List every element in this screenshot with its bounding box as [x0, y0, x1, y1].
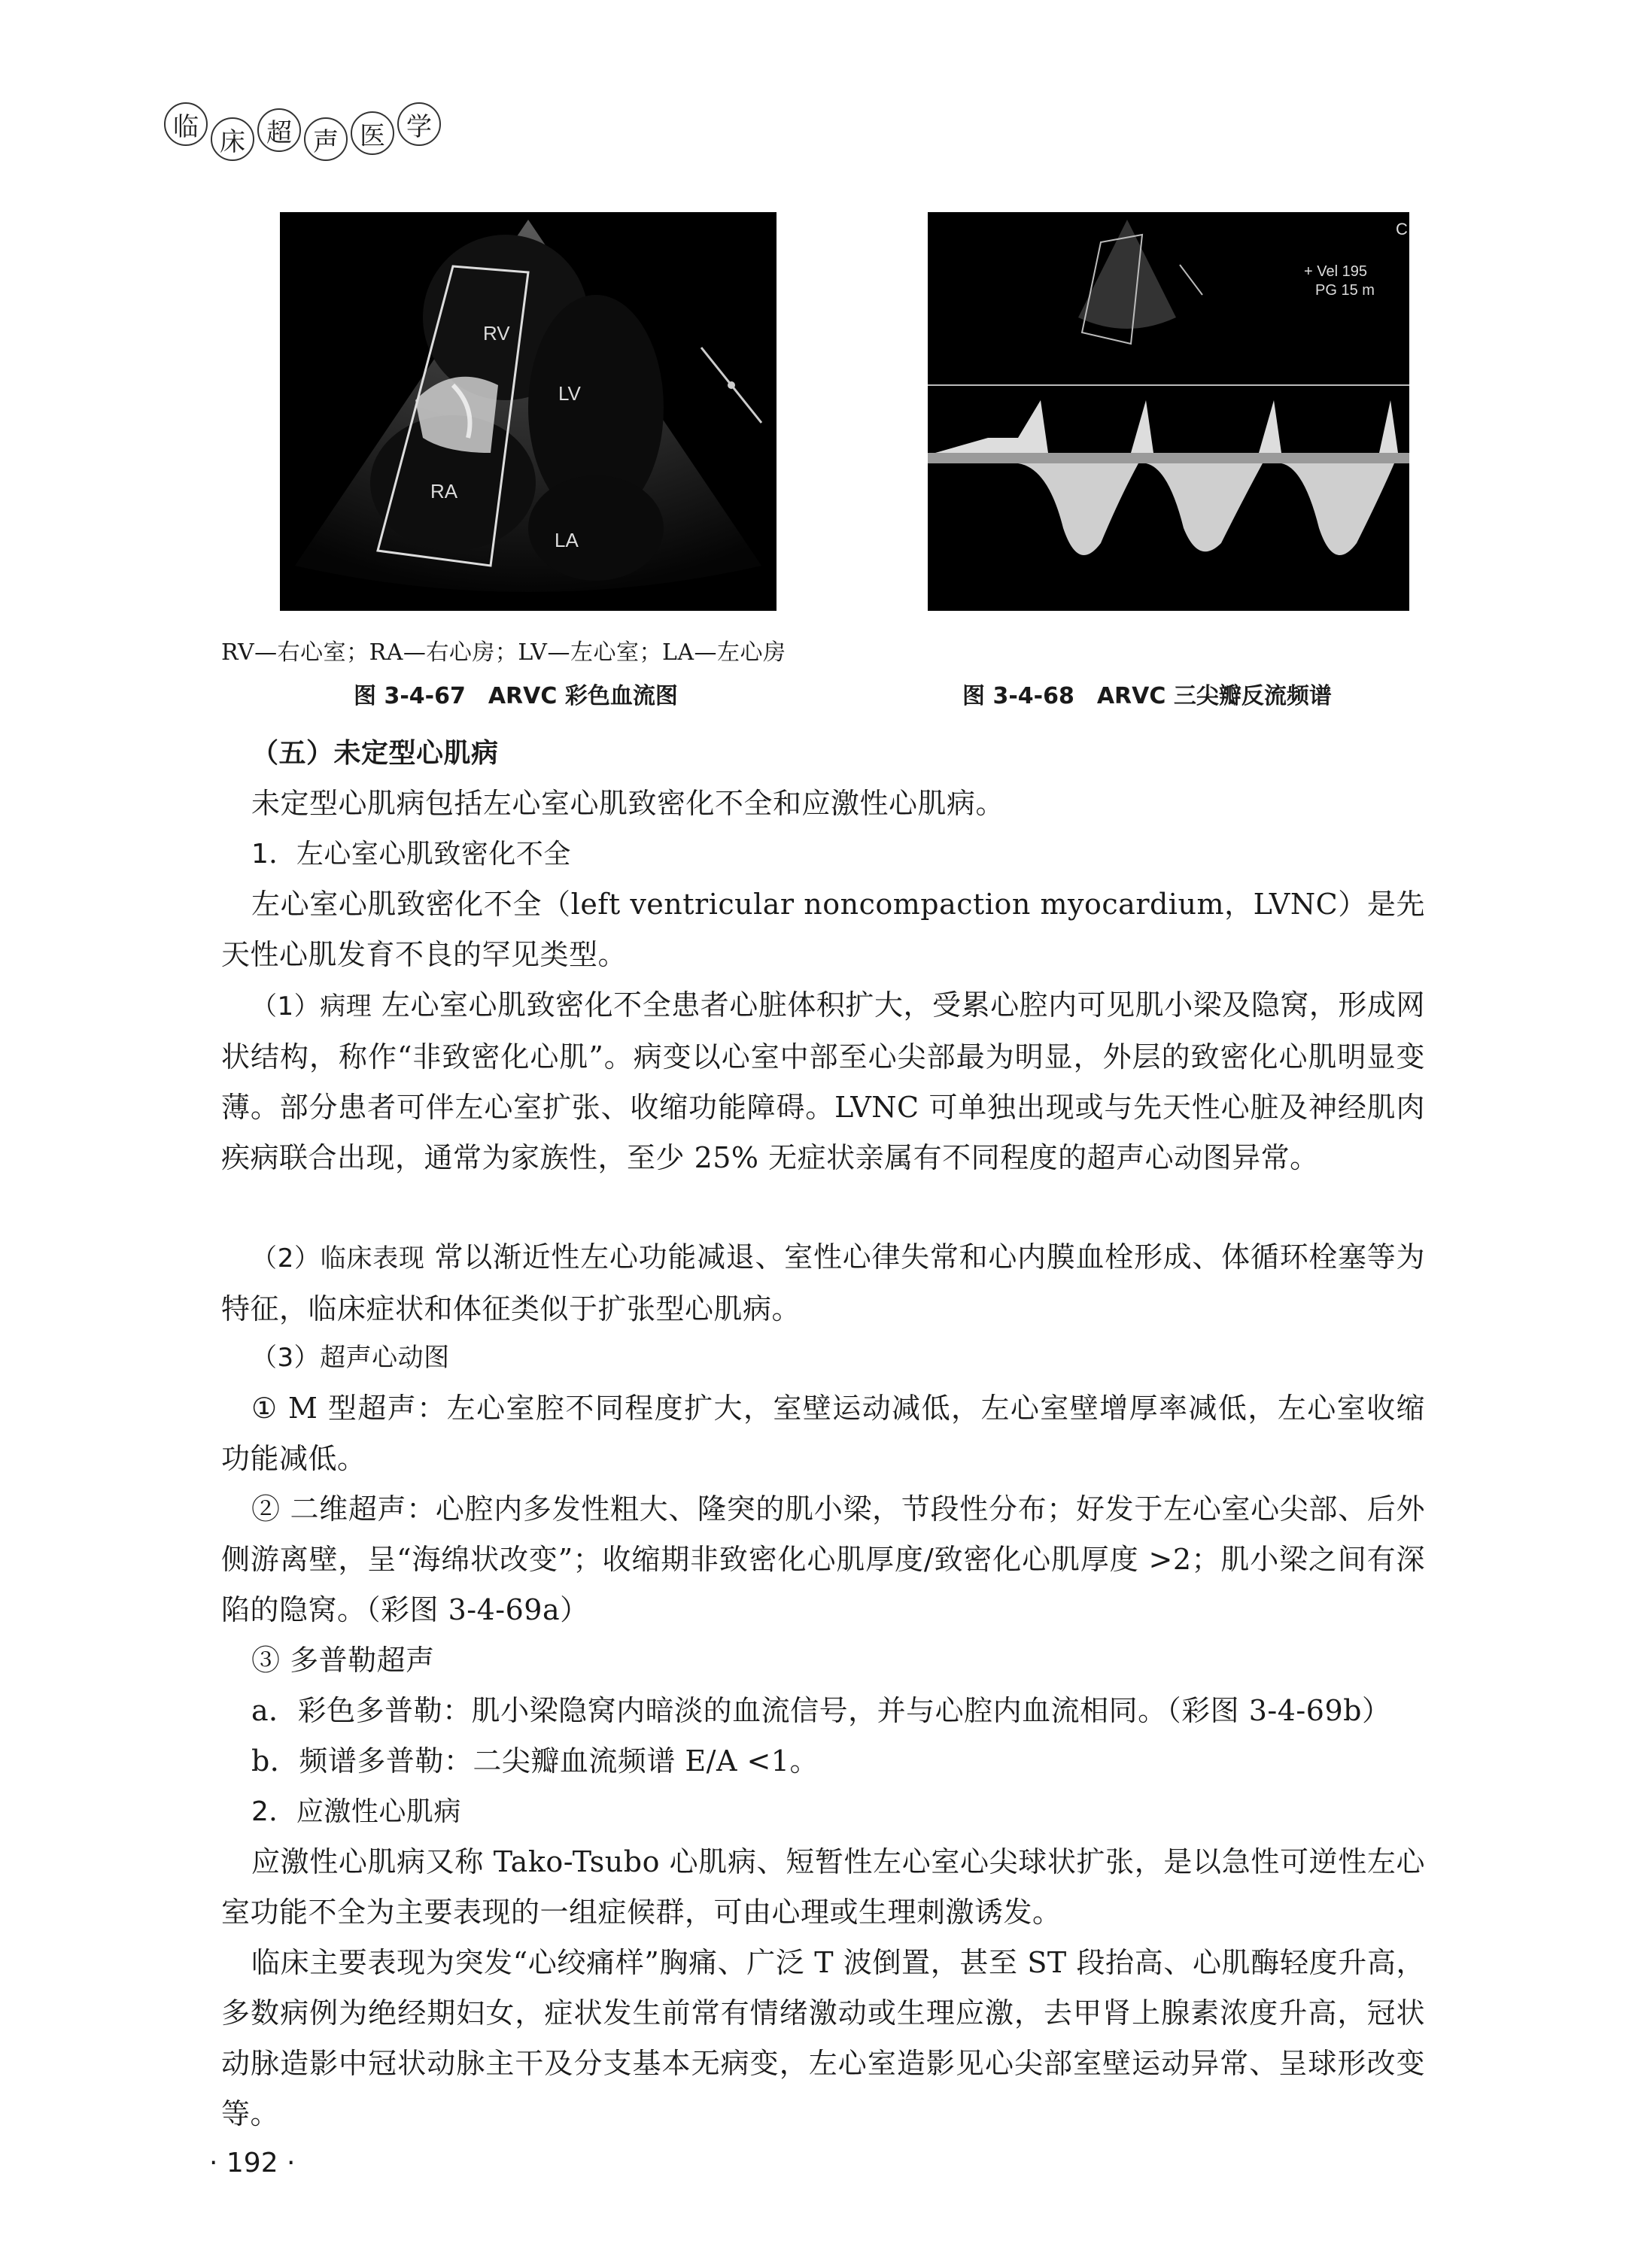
header-char: 医 — [351, 111, 394, 155]
paragraph: ② 二维超声：心腔内多发性粗大、隆突的肌小梁，节段性分布；好发于左心室心尖部、后外侧游离壁，呈“海绵状改变”；收缩期非致密化心肌厚度/致密化心肌厚度 >2；肌小梁之间有深陷的隐窝。（彩图 3-4-69a） — [221, 1492, 1425, 1626]
section-heading: （五）未定型心肌病 — [251, 738, 499, 769]
paragraph: b．频谱多普勒：二尖瓣血流频谱 E/A <1。 — [251, 1744, 819, 1778]
doppler-image — [928, 212, 1409, 611]
clinical-text: 常以渐近性左心功能减退、室性心律失常和心内膜血栓形成、体循环栓塞等为特征，临床症状和体征类似于扩张型心肌病。 — [221, 1240, 1425, 1325]
echo-label: （3）超声心动图 — [251, 1343, 450, 1373]
label-lv: LV — [558, 382, 581, 405]
paragraph: 应激性心肌病又称 Tako-Tsubo 心肌病、短暂性左心室心尖球状扩张，是以急性可逆性左心室功能不全为主要表现的一组症候群，可由心理或生理刺激诱发。 — [221, 1845, 1425, 1929]
paragraph: 左心室心肌致密化不全（left ventricular noncompaction myocardium，LVNC）是先天性心肌发育不良的罕见类型。 — [221, 888, 1425, 971]
running-header — [164, 102, 444, 161]
pathology-label: （1）病理 — [251, 991, 372, 1022]
figure-caption-67: 图 3-4-67 ARVC 彩色血流图 — [354, 683, 678, 709]
overlay-pg: PG 15 m — [1315, 282, 1375, 299]
paragraph: 临床主要表现为突发“心绞痛样”胸痛、广泛 T 波倒置，甚至 ST 段抬高、心肌酶轻度升高，多数病例为绝经期妇女，症状发生前常有情绪激动或生理应激，去甲肾上腺素浓度升高，冠状动脉造影中冠状动脉主干及分支基本无病变，左心室造影见心尖部室壁运动异常、呈球形改变等。 — [221, 1946, 1425, 2130]
subsection-heading: 1．左心室心肌致密化不全 — [251, 839, 571, 870]
paragraph — [221, 980, 1425, 1183]
paragraph: a．彩色多普勒：肌小梁隐窝内暗淡的血流信号，并与心腔内血流相同。（彩图 3-4-69b） — [251, 1694, 1391, 1727]
header-char: 学 — [397, 102, 441, 146]
pathology-text: 左心室心肌致密化不全患者心脏体积扩大，受累心腔内可见肌小梁及隐窝，形成网状结构，称作“非致密化心肌”。病变以心室中部至心尖部最为明显，外层的致密化心肌明显变薄。部分患者可伴左心室扩张、收缩功能障碍。LVNC 可单独出现或与先天性心脏及神经肌肉疾病联合出现，通常为家族性，至少 25% 无症状亲属有不同程度的超声心动图异常。 — [221, 988, 1425, 1174]
overlay-vel: + Vel 195 — [1304, 263, 1367, 280]
paragraph — [221, 1232, 1425, 1334]
header-char: 临 — [164, 102, 208, 146]
clinical-label: （2）临床表现 — [251, 1243, 425, 1274]
page-number: · 192 · — [209, 2148, 296, 2178]
figure-caption-68: 图 3-4-68 ARVC 三尖瓣反流频谱 — [962, 683, 1332, 709]
paragraph: ③ 多普勒超声 — [251, 1644, 435, 1677]
header-char: 超 — [257, 108, 301, 152]
paragraph: 未定型心肌病包括左心室心肌致密化不全和应激性心肌病。 — [251, 787, 1005, 820]
subsection-heading: 2．应激性心肌病 — [251, 1796, 461, 1827]
figure-legend: RV—右心室；RA—右心房；LV—左心室；LA—左心房 — [221, 639, 786, 666]
label-ra: RA — [430, 480, 458, 502]
paragraph: ① M 型超声：左心室腔不同程度扩大，室壁运动减低，左心室壁增厚率减低，左心室收缩功能减低。 — [221, 1392, 1425, 1475]
label-la: LA — [555, 529, 579, 551]
overlay-c: C — [1396, 220, 1408, 238]
doppler-figure-68 — [928, 212, 1409, 611]
echo-figure-67 — [280, 212, 777, 611]
echo-image — [280, 212, 777, 611]
label-rv: RV — [483, 322, 510, 345]
header-char: 声 — [304, 117, 348, 161]
header-char: 床 — [211, 117, 254, 161]
